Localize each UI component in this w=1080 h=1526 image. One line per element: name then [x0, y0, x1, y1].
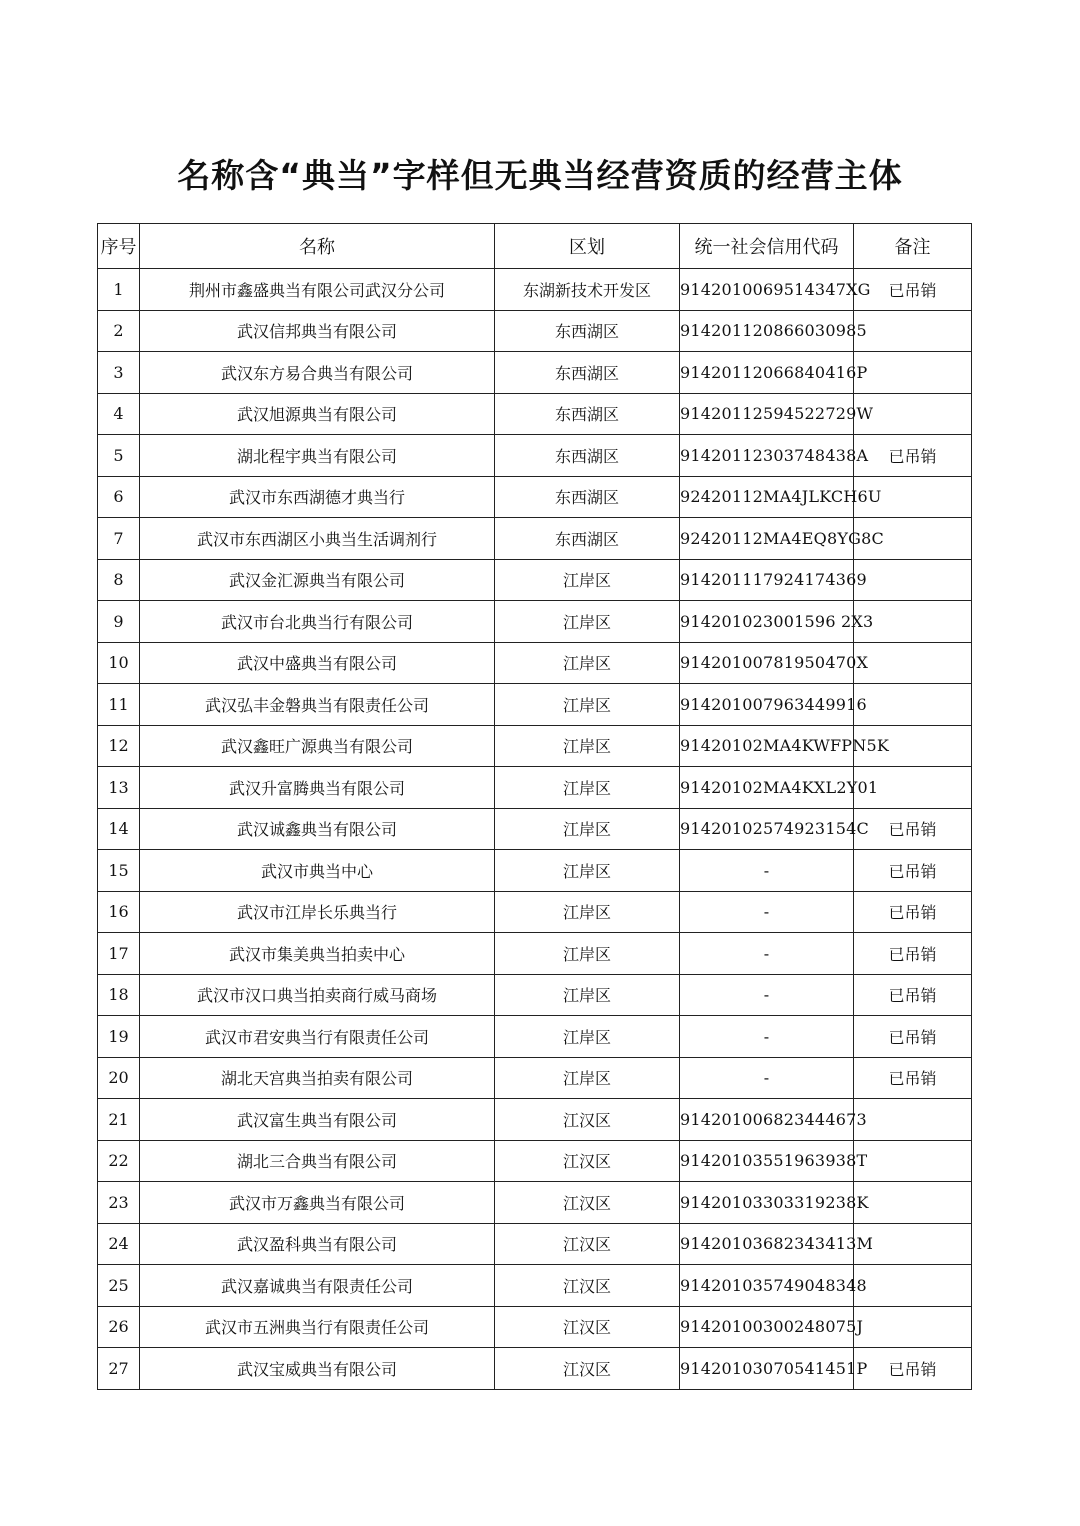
- credit-code: 914201120866030985: [680, 310, 854, 352]
- credit-code: 9142010069514347XG: [680, 269, 854, 311]
- remark: 已吊销: [854, 933, 972, 975]
- district: 东西湖区: [495, 518, 680, 560]
- row-index: 23: [98, 1182, 140, 1224]
- table-row: [98, 850, 972, 892]
- district: 江岸区: [495, 559, 680, 601]
- table-row: [98, 352, 972, 394]
- row-index: 24: [98, 1223, 140, 1265]
- district: 江岸区: [495, 1016, 680, 1058]
- district: 江汉区: [495, 1265, 680, 1307]
- table-row: [98, 767, 972, 809]
- table-row: [98, 684, 972, 726]
- district: 江岸区: [495, 601, 680, 643]
- remark: [854, 310, 972, 352]
- row-index: 3: [98, 352, 140, 394]
- credit-code: 91420103551963938T: [680, 1140, 854, 1182]
- remark: 已吊销: [854, 1057, 972, 1099]
- company-name: 武汉市东西湖德才典当行: [140, 476, 495, 518]
- district: 江岸区: [495, 767, 680, 809]
- table-row: [98, 393, 972, 435]
- company-name: 武汉市东西湖区小典当生活调剂行: [140, 518, 495, 560]
- credit-code: 92420112MA4EQ8YG8C: [680, 518, 854, 560]
- credit-code: 914201023001596 2X3: [680, 601, 854, 643]
- credit-code: -: [680, 974, 854, 1016]
- district: 江岸区: [495, 642, 680, 684]
- row-index: 2: [98, 310, 140, 352]
- table-row: [98, 725, 972, 767]
- table-row: [98, 1265, 972, 1307]
- credit-code: 91420100300248075J: [680, 1306, 854, 1348]
- table-row: [98, 476, 972, 518]
- table-row: [98, 1182, 972, 1224]
- remark: 已吊销: [854, 1348, 972, 1390]
- district: 江岸区: [495, 808, 680, 850]
- company-name: 武汉市汉口典当拍卖商行威马商场: [140, 974, 495, 1016]
- row-index: 25: [98, 1265, 140, 1307]
- row-index: 17: [98, 933, 140, 975]
- credit-code: 91420102574923154C: [680, 808, 854, 850]
- district: 江岸区: [495, 933, 680, 975]
- remark: [854, 1099, 972, 1141]
- company-name: 武汉中盛典当有限公司: [140, 642, 495, 684]
- remark: [854, 1306, 972, 1348]
- credit-code: 91420112594522729W: [680, 393, 854, 435]
- entity-table: [97, 223, 972, 1390]
- row-index: 9: [98, 601, 140, 643]
- table-row: [98, 518, 972, 560]
- company-name: 武汉诚鑫典当有限公司: [140, 808, 495, 850]
- credit-code: 91420103303319238K: [680, 1182, 854, 1224]
- company-name: 武汉嘉诚典当有限责任公司: [140, 1265, 495, 1307]
- credit-code: 914201117924174369: [680, 559, 854, 601]
- district: 江岸区: [495, 725, 680, 767]
- district: 东西湖区: [495, 310, 680, 352]
- row-index: 10: [98, 642, 140, 684]
- district: 东湖新技术开发区: [495, 269, 680, 311]
- row-index: 27: [98, 1348, 140, 1390]
- district: 东西湖区: [495, 435, 680, 477]
- credit-code: 914201006823444673: [680, 1099, 854, 1141]
- row-index: 12: [98, 725, 140, 767]
- credit-code: -: [680, 850, 854, 892]
- company-name: 武汉鑫旺广源典当有限公司: [140, 725, 495, 767]
- company-name: 武汉盈科典当有限公司: [140, 1223, 495, 1265]
- district: 江汉区: [495, 1348, 680, 1390]
- row-index: 7: [98, 518, 140, 560]
- remark: 已吊销: [854, 974, 972, 1016]
- credit-code: -: [680, 891, 854, 933]
- company-name: 湖北三合典当有限公司: [140, 1140, 495, 1182]
- company-name: 武汉市万鑫典当有限公司: [140, 1182, 495, 1224]
- table-row: [98, 1057, 972, 1099]
- credit-code: 91420112303748438A: [680, 435, 854, 477]
- remark: 已吊销: [854, 1016, 972, 1058]
- remark: 已吊销: [854, 435, 972, 477]
- header-name: 名称: [140, 224, 495, 269]
- district: 东西湖区: [495, 352, 680, 394]
- remark: 已吊销: [854, 891, 972, 933]
- table-row: [98, 933, 972, 975]
- table-row: [98, 974, 972, 1016]
- company-name: 武汉市典当中心: [140, 850, 495, 892]
- header-district: 区划: [495, 224, 680, 269]
- table-row: [98, 1223, 972, 1265]
- header-credit-code: 统一社会信用代码: [680, 224, 854, 269]
- district: 江汉区: [495, 1306, 680, 1348]
- remark: [854, 559, 972, 601]
- row-index: 20: [98, 1057, 140, 1099]
- remark: [854, 1182, 972, 1224]
- table-row: [98, 435, 972, 477]
- credit-code: 91420112066840416P: [680, 352, 854, 394]
- remark: 已吊销: [854, 850, 972, 892]
- table-row: [98, 1016, 972, 1058]
- table-row: [98, 1099, 972, 1141]
- remark: 已吊销: [854, 269, 972, 311]
- row-index: 21: [98, 1099, 140, 1141]
- company-name: 武汉宝威典当有限公司: [140, 1348, 495, 1390]
- credit-code: 91420103070541451P: [680, 1348, 854, 1390]
- company-name: 武汉市台北典当行有限公司: [140, 601, 495, 643]
- row-index: 5: [98, 435, 140, 477]
- row-index: 4: [98, 393, 140, 435]
- company-name: 武汉东方易合典当有限公司: [140, 352, 495, 394]
- district: 江汉区: [495, 1223, 680, 1265]
- table-row: [98, 310, 972, 352]
- company-name: 武汉市集美典当拍卖中心: [140, 933, 495, 975]
- header-index: 序号: [98, 224, 140, 269]
- table-row: [98, 891, 972, 933]
- company-name: 荆州市鑫盛典当有限公司武汉分公司: [140, 269, 495, 311]
- row-index: 13: [98, 767, 140, 809]
- company-name: 武汉市五洲典当行有限责任公司: [140, 1306, 495, 1348]
- company-name: 湖北程宇典当有限公司: [140, 435, 495, 477]
- table-row: [98, 601, 972, 643]
- remark: [854, 352, 972, 394]
- credit-code: -: [680, 1016, 854, 1058]
- credit-code: 91420102MA4KWFPN5K: [680, 725, 854, 767]
- table-row: [98, 1348, 972, 1390]
- company-name: 武汉市君安典当行有限责任公司: [140, 1016, 495, 1058]
- row-index: 26: [98, 1306, 140, 1348]
- row-index: 22: [98, 1140, 140, 1182]
- credit-code: -: [680, 933, 854, 975]
- header-remark: 备注: [854, 224, 972, 269]
- credit-code: 91420100781950470X: [680, 642, 854, 684]
- table-row: [98, 808, 972, 850]
- district: 江汉区: [495, 1140, 680, 1182]
- page-title: 名称含“典当”字样但无典当经营资质的经营主体: [177, 156, 903, 195]
- company-name: 武汉金汇源典当有限公司: [140, 559, 495, 601]
- row-index: 11: [98, 684, 140, 726]
- table-header-row: [98, 224, 972, 269]
- company-name: 武汉旭源典当有限公司: [140, 393, 495, 435]
- remark: [854, 642, 972, 684]
- row-index: 18: [98, 974, 140, 1016]
- remark: [854, 684, 972, 726]
- district: 江岸区: [495, 850, 680, 892]
- district: 东西湖区: [495, 393, 680, 435]
- district: 江汉区: [495, 1099, 680, 1141]
- district: 江岸区: [495, 1057, 680, 1099]
- credit-code: 92420112MA4JLKCH6U: [680, 476, 854, 518]
- table-row: [98, 1306, 972, 1348]
- credit-code: -: [680, 1057, 854, 1099]
- district: 东西湖区: [495, 476, 680, 518]
- row-index: 6: [98, 476, 140, 518]
- table-row: [98, 269, 972, 311]
- credit-code: 91420103682343413M: [680, 1223, 854, 1265]
- company-name: 武汉富生典当有限公司: [140, 1099, 495, 1141]
- table-row: [98, 1140, 972, 1182]
- company-name: 武汉信邦典当有限公司: [140, 310, 495, 352]
- credit-code: 914201007963449916: [680, 684, 854, 726]
- row-index: 1: [98, 269, 140, 311]
- row-index: 8: [98, 559, 140, 601]
- remark: 已吊销: [854, 808, 972, 850]
- company-name: 武汉市江岸长乐典当行: [140, 891, 495, 933]
- row-index: 14: [98, 808, 140, 850]
- table-row: [98, 559, 972, 601]
- table-row: [98, 642, 972, 684]
- table-body: [98, 269, 972, 1390]
- remark: [854, 1265, 972, 1307]
- district: 江岸区: [495, 684, 680, 726]
- remark: [854, 1140, 972, 1182]
- district: 江岸区: [495, 891, 680, 933]
- row-index: 15: [98, 850, 140, 892]
- company-name: 武汉升富腾典当有限公司: [140, 767, 495, 809]
- district: 江岸区: [495, 974, 680, 1016]
- row-index: 19: [98, 1016, 140, 1058]
- row-index: 16: [98, 891, 140, 933]
- credit-code: 914201035749048348: [680, 1265, 854, 1307]
- company-name: 湖北天宫典当拍卖有限公司: [140, 1057, 495, 1099]
- credit-code: 91420102MA4KXL2Y01: [680, 767, 854, 809]
- company-name: 武汉弘丰金磐典当有限责任公司: [140, 684, 495, 726]
- district: 江汉区: [495, 1182, 680, 1224]
